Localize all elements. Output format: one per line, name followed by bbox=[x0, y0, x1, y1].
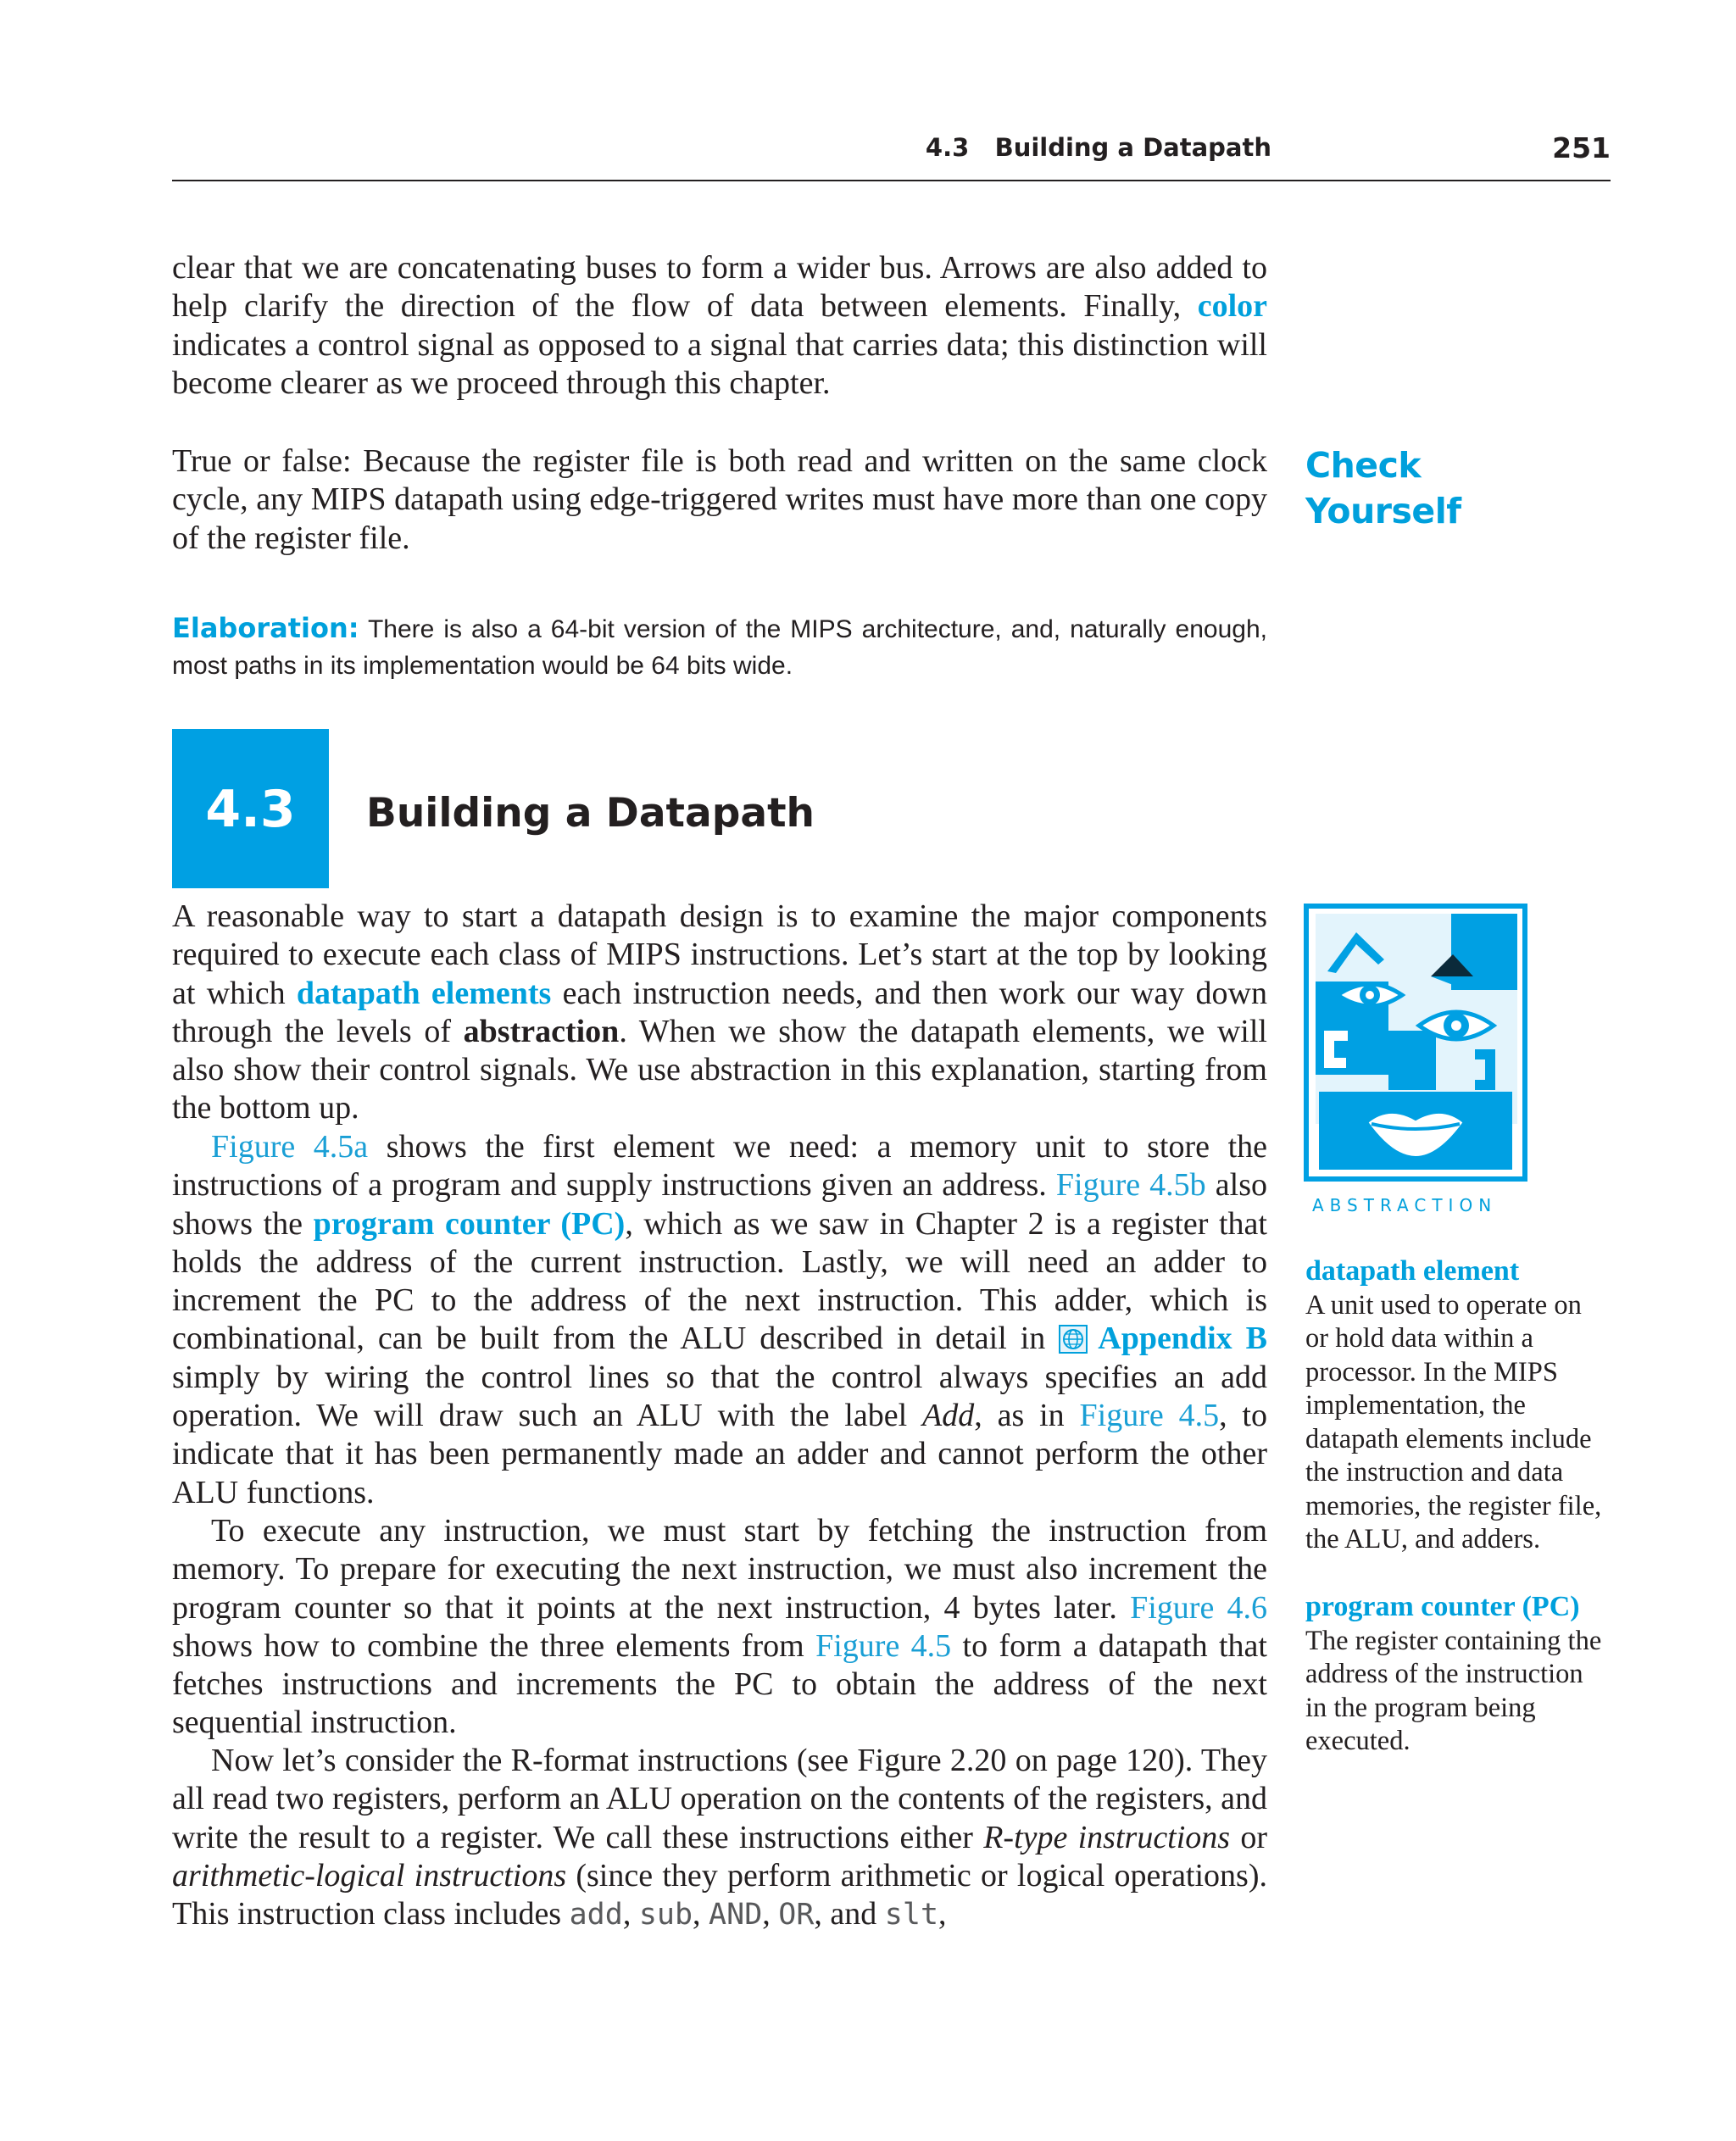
check-yourself-question: True or false: Because the register file is both read and written on the same clock cycle, any MIPS datapath using edge-triggered writes must have more than one copy of the register file. bbox=[172, 443, 1267, 556]
program-counter-term: program counter (PC) bbox=[313, 1205, 626, 1242]
figure-4-5-link[interactable]: Figure 4.5 bbox=[1079, 1398, 1220, 1434]
separator: , bbox=[693, 1896, 709, 1932]
arith-logical-italic: arithmetic-logical instructions bbox=[172, 1857, 567, 1894]
body-text: to form a datapath that fetches instructions and increments the PC to obtain the address of the next sequential instruction. bbox=[172, 1627, 1267, 1741]
datapath-elements-term: datapath elements bbox=[296, 975, 552, 1011]
code-or: OR bbox=[778, 1898, 815, 1932]
abstraction-bold: abstraction bbox=[463, 1013, 620, 1049]
code-sub: sub bbox=[638, 1898, 693, 1932]
header-rule bbox=[172, 180, 1611, 181]
r-type-italic: R-type instructions bbox=[983, 1819, 1231, 1855]
body-text: To execute any instruction, we must start by fetching the instruction from memory. To prepare for executing the next instruction, we must also increment the program counter so that it points at the next instruction, 4 bytes later. bbox=[172, 1513, 1267, 1626]
body-paragraph-2 bbox=[172, 1128, 1267, 1512]
elaboration bbox=[172, 610, 1267, 684]
appendix-b-link[interactable]: Appendix B bbox=[1098, 1321, 1268, 1357]
running-head bbox=[172, 131, 1611, 165]
figure-4-5a-link[interactable]: Figure 4.5a bbox=[211, 1129, 369, 1165]
body-text: simply by wiring the control lines so that the control always specifies an add operation. We will draw such an ALU with the label bbox=[172, 1359, 1267, 1434]
body-paragraph-4 bbox=[172, 1742, 1267, 1934]
page-number: 251 bbox=[1552, 131, 1611, 164]
intro-paragraph bbox=[172, 249, 1267, 403]
code-slt: slt bbox=[884, 1898, 939, 1932]
separator: , bbox=[762, 1896, 779, 1932]
gloss-datapath-element bbox=[1305, 1254, 1611, 1557]
gloss-datapath-element-term: datapath element bbox=[1305, 1255, 1520, 1287]
elaboration-label: Elaboration: bbox=[172, 612, 359, 644]
body-text: (since they perform arithmetic or logical operations). This instruction class includes bbox=[172, 1857, 1267, 1932]
gloss-program-counter-def: The register containing the address of the instruction in the program being executed. bbox=[1305, 1625, 1602, 1756]
code-and: AND bbox=[709, 1898, 763, 1932]
color-term: color bbox=[1197, 288, 1267, 325]
gloss-datapath-element-def: A unit used to operate on or hold data within a processor. In the MIPS implementation, the datapath elements include the instruction and data memories, the register file, the ALU, and adders. bbox=[1305, 1289, 1602, 1554]
separator: , and bbox=[814, 1896, 885, 1932]
code-add: add bbox=[569, 1898, 623, 1932]
add-italic: Add bbox=[922, 1398, 975, 1434]
separator: , bbox=[938, 1896, 947, 1932]
abstraction-icon bbox=[1304, 904, 1527, 1182]
figure-4-5-link-2[interactable]: Figure 4.5 bbox=[815, 1627, 952, 1664]
body-text: , as in bbox=[974, 1398, 1080, 1434]
check-yourself-label bbox=[1305, 442, 1585, 534]
intro-text-1: clear that we are concatenating buses to form a wider bus. Arrows are also added to help clarify the direction of the flow of data between elements. Finally, bbox=[172, 250, 1267, 325]
abstraction-label: ABSTRACTION bbox=[1312, 1195, 1498, 1215]
body-paragraph-3 bbox=[172, 1512, 1267, 1743]
body-text: also shows the bbox=[172, 1167, 1267, 1242]
body-text: or bbox=[1230, 1819, 1267, 1855]
body-text: Now let’s consider the R-format instructions (see Figure 2.20 on page 120). They all read two registers, perform an ALU operation on the contents of the registers, and write the result to a register. We call these instructions either bbox=[172, 1743, 1267, 1855]
section-number-box: 4.3 bbox=[172, 729, 329, 888]
intro-text-2: indicates a control signal as opposed to a signal that carries data; this distinction will become clearer as we proceed through this chapter. bbox=[172, 326, 1267, 401]
check-yourself-label-line1: Check bbox=[1305, 445, 1422, 486]
body-text: . When we show the datapath elements, we will also show their control signals. We use abstraction in this explanation, starting from the bottom up. bbox=[172, 1013, 1267, 1126]
body-text: , which as we saw in Chapter 2 is a register that holds the address of the current instruction. Lastly, we will need an adder to increment the PC to the address of the next instruction. This adder, which is combinational, can be built from the ALU described in detail in bbox=[172, 1205, 1267, 1357]
figure-4-6-link[interactable]: Figure 4.6 bbox=[1130, 1589, 1267, 1626]
section-title: Building a Datapath bbox=[366, 790, 815, 837]
body-text: A reasonable way to start a datapath design is to examine the major components required to execute each class of MIPS instructions. Let’s start at the top by looking at which bbox=[172, 898, 1267, 1011]
check-yourself-label-line2: Yourself bbox=[1305, 491, 1461, 531]
running-head-section: 4.3 Building a Datapath bbox=[925, 133, 1271, 162]
gloss-program-counter-term: program counter (PC) bbox=[1305, 1591, 1580, 1622]
body-text: shows how to combine the three elements from bbox=[172, 1627, 816, 1664]
body-text: , to indicate that it has been permanently made an adder and cannot perform the other ALU functions. bbox=[172, 1398, 1267, 1510]
gloss-program-counter bbox=[1305, 1590, 1611, 1759]
separator: , bbox=[622, 1896, 639, 1932]
figure-4-5b-link[interactable]: Figure 4.5b bbox=[1055, 1167, 1206, 1204]
elaboration-text: There is also a 64-bit version of the MIPS architecture, and, naturally enough, most paths in its implementation would be 64 bits wide. bbox=[172, 615, 1267, 680]
body-text: each instruction needs, and then work our way down through the levels of bbox=[172, 975, 1267, 1049]
globe-icon bbox=[1059, 1325, 1088, 1354]
body-paragraph-1 bbox=[172, 898, 1267, 1128]
body-text: shows the first element we need: a memory unit to store the instructions of a program and supply instructions given an address. bbox=[172, 1129, 1267, 1204]
